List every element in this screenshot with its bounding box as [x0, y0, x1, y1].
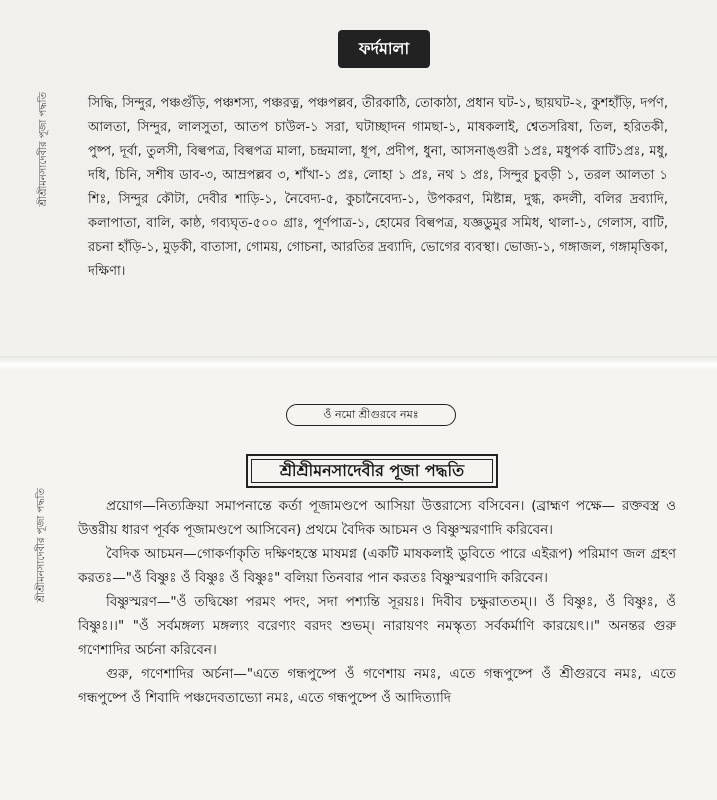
- list-heading: ফর্দমালা: [338, 30, 430, 68]
- paragraph-guru-ganesh: গুরু, গণেশাদির অর্চনা—"এতে গন্ধপুষ্পে ওঁ গণেশায় নমঃ, এতে গন্ধপুষ্পে ওঁ শ্রীগুরবে নমঃ, এতে গন্ধপুষ্পে ওঁ শিবাদি পঞ্চদেবতাভ্যো নমঃ, এতে গন্ধপুষ্পে ওঁ আদিত্যাদি: [78, 666, 676, 706]
- page-title: শ্রীশ্রীমনসাদেবীর পূজা পদ্ধতি: [246, 454, 498, 488]
- paragraph-prayog: প্রয়োগ—নিত্যক্রিয়া সমাপনান্তে কর্তা পূজামণ্ডপে আসিয়া উত্তরাস্যে বসিবেন। (ব্রাহ্মণ পক্ষে— রক্তবস্ত্র ও উত্তরীয় ধারণ পূর্বক পূজামণ্ডপে আসিবেন) প্রথমে বৈদিক আচমন ও বিষ্ণুস্মরণাদি করিবেন।: [78, 498, 676, 538]
- lower-side-label: শ্রীশ্রীমনসাদেবীর পূজা পদ্ধতি: [36, 488, 47, 603]
- invocation-label: ওঁ নমো শ্রীগুরবে নমঃ: [286, 404, 456, 426]
- upper-side-label: শ্রীশ্রীমনসাদেবীর পূজা পদ্ধতি: [38, 92, 49, 207]
- materials-list: সিদ্ধি, সিন্দুর, পঞ্চগুঁড়ি, পঞ্চশস্য, পঞ্চরত্ন, পঞ্চপল্লব, তীরকাঠি, তোকাঠা, প্রধান ঘট-১, ছায়ঘট-২, কুশহাঁড়ি, দর্পণ, আলতা, সিন্দুর, লালসুতা, আতপ চাউল-১ সরা, ঘটাচ্ছাদন গামছা-১, মাষকলাই, শ্বেতসরিষা, তিল, হরিতকী, পুষ্প, দূর্বা, তুলসী, বিল্বপত্র, বিল্বপত্র মালা, চন্দ্রমালা, ধূপ, প্রদীপ, ধুনা, আসনাঙ্গুরী ১প্রঃ, মধুপর্ক বাটি১প্রঃ, মধু, দধি, চিনি, সশীষ ডাব-৩, আম্রপল্লব ৩, শাঁখা-১ প্রঃ, লোহা ১ প্রঃ, নথ ১ প্রঃ, সিন্দুর চুবড়ী ১, তরল আলতা ১ শিঃ, সিন্দুর কৌটা, দেবীর শাড়ি-১, নৈবেদ্য-৫, কুচানৈবেদ্য-১, উপকরণ, মিষ্টান্ন, দুগ্ধ, কদলী, বলির দ্রব্যাদি, কলাপাতা, বালি, কাষ্ঠ, গব্যঘৃত-৫০০ গ্রাঃ, পূর্ণপাত্র-১, হোমের বিল্বপত্র, যজ্ঞডুমুর সমিধ, থালা-১, গেলাস, বাটি, রচনা হাঁড়ি-১, মুড়কী, বাতাসা, গোময়, গোচনা, আরতির দ্রব্যাদি, ভোগের ব্যবস্থা। ভোজ্য-১, গঙ্গাজল, গঙ্গামৃত্তিকা, দক্ষিণা।: [88, 96, 668, 279]
- paragraph-vishnusmaran: বিষ্ণুস্মরণ—"ওঁ তদ্বিষ্ণো পরমং পদং, সদা পশ্যন্তি সূরয়ঃ। দিবীব চক্ষুরাততম্।। ওঁ বিষ্ণুঃ, ওঁ বিষ্ণুঃ, ওঁ বিষ্ণুঃ।।" "ওঁ সর্বমঙ্গল্য মঙ্গল্যং বরেণ্যং বরদং শুভম্। নারায়ণং নমস্কৃত্য সর্বকর্মাণি কারয়েৎ।।" অনন্তর গুরু গণেশাদির অর্চনা করিবেন।: [78, 594, 676, 658]
- paragraph-achaman: বৈদিক আচমন—গোকর্ণাকৃতি দক্ষিণহস্তে মাষমগ্ন (একটি মাষকলাই ডুবিতে পারে এইরূপ) পরিমাণ জল গ্রহণ করতঃ—"ওঁ বিষ্ণুঃ ওঁ বিষ্ণুঃ ওঁ বিষ্ণুঃ" বলিয়া তিনবার পান করতঃ বিষ্ণুস্মরণাদি করিবেন।: [78, 546, 676, 586]
- page-edge-divider: [0, 356, 717, 370]
- procedure-text: [78, 494, 676, 710]
